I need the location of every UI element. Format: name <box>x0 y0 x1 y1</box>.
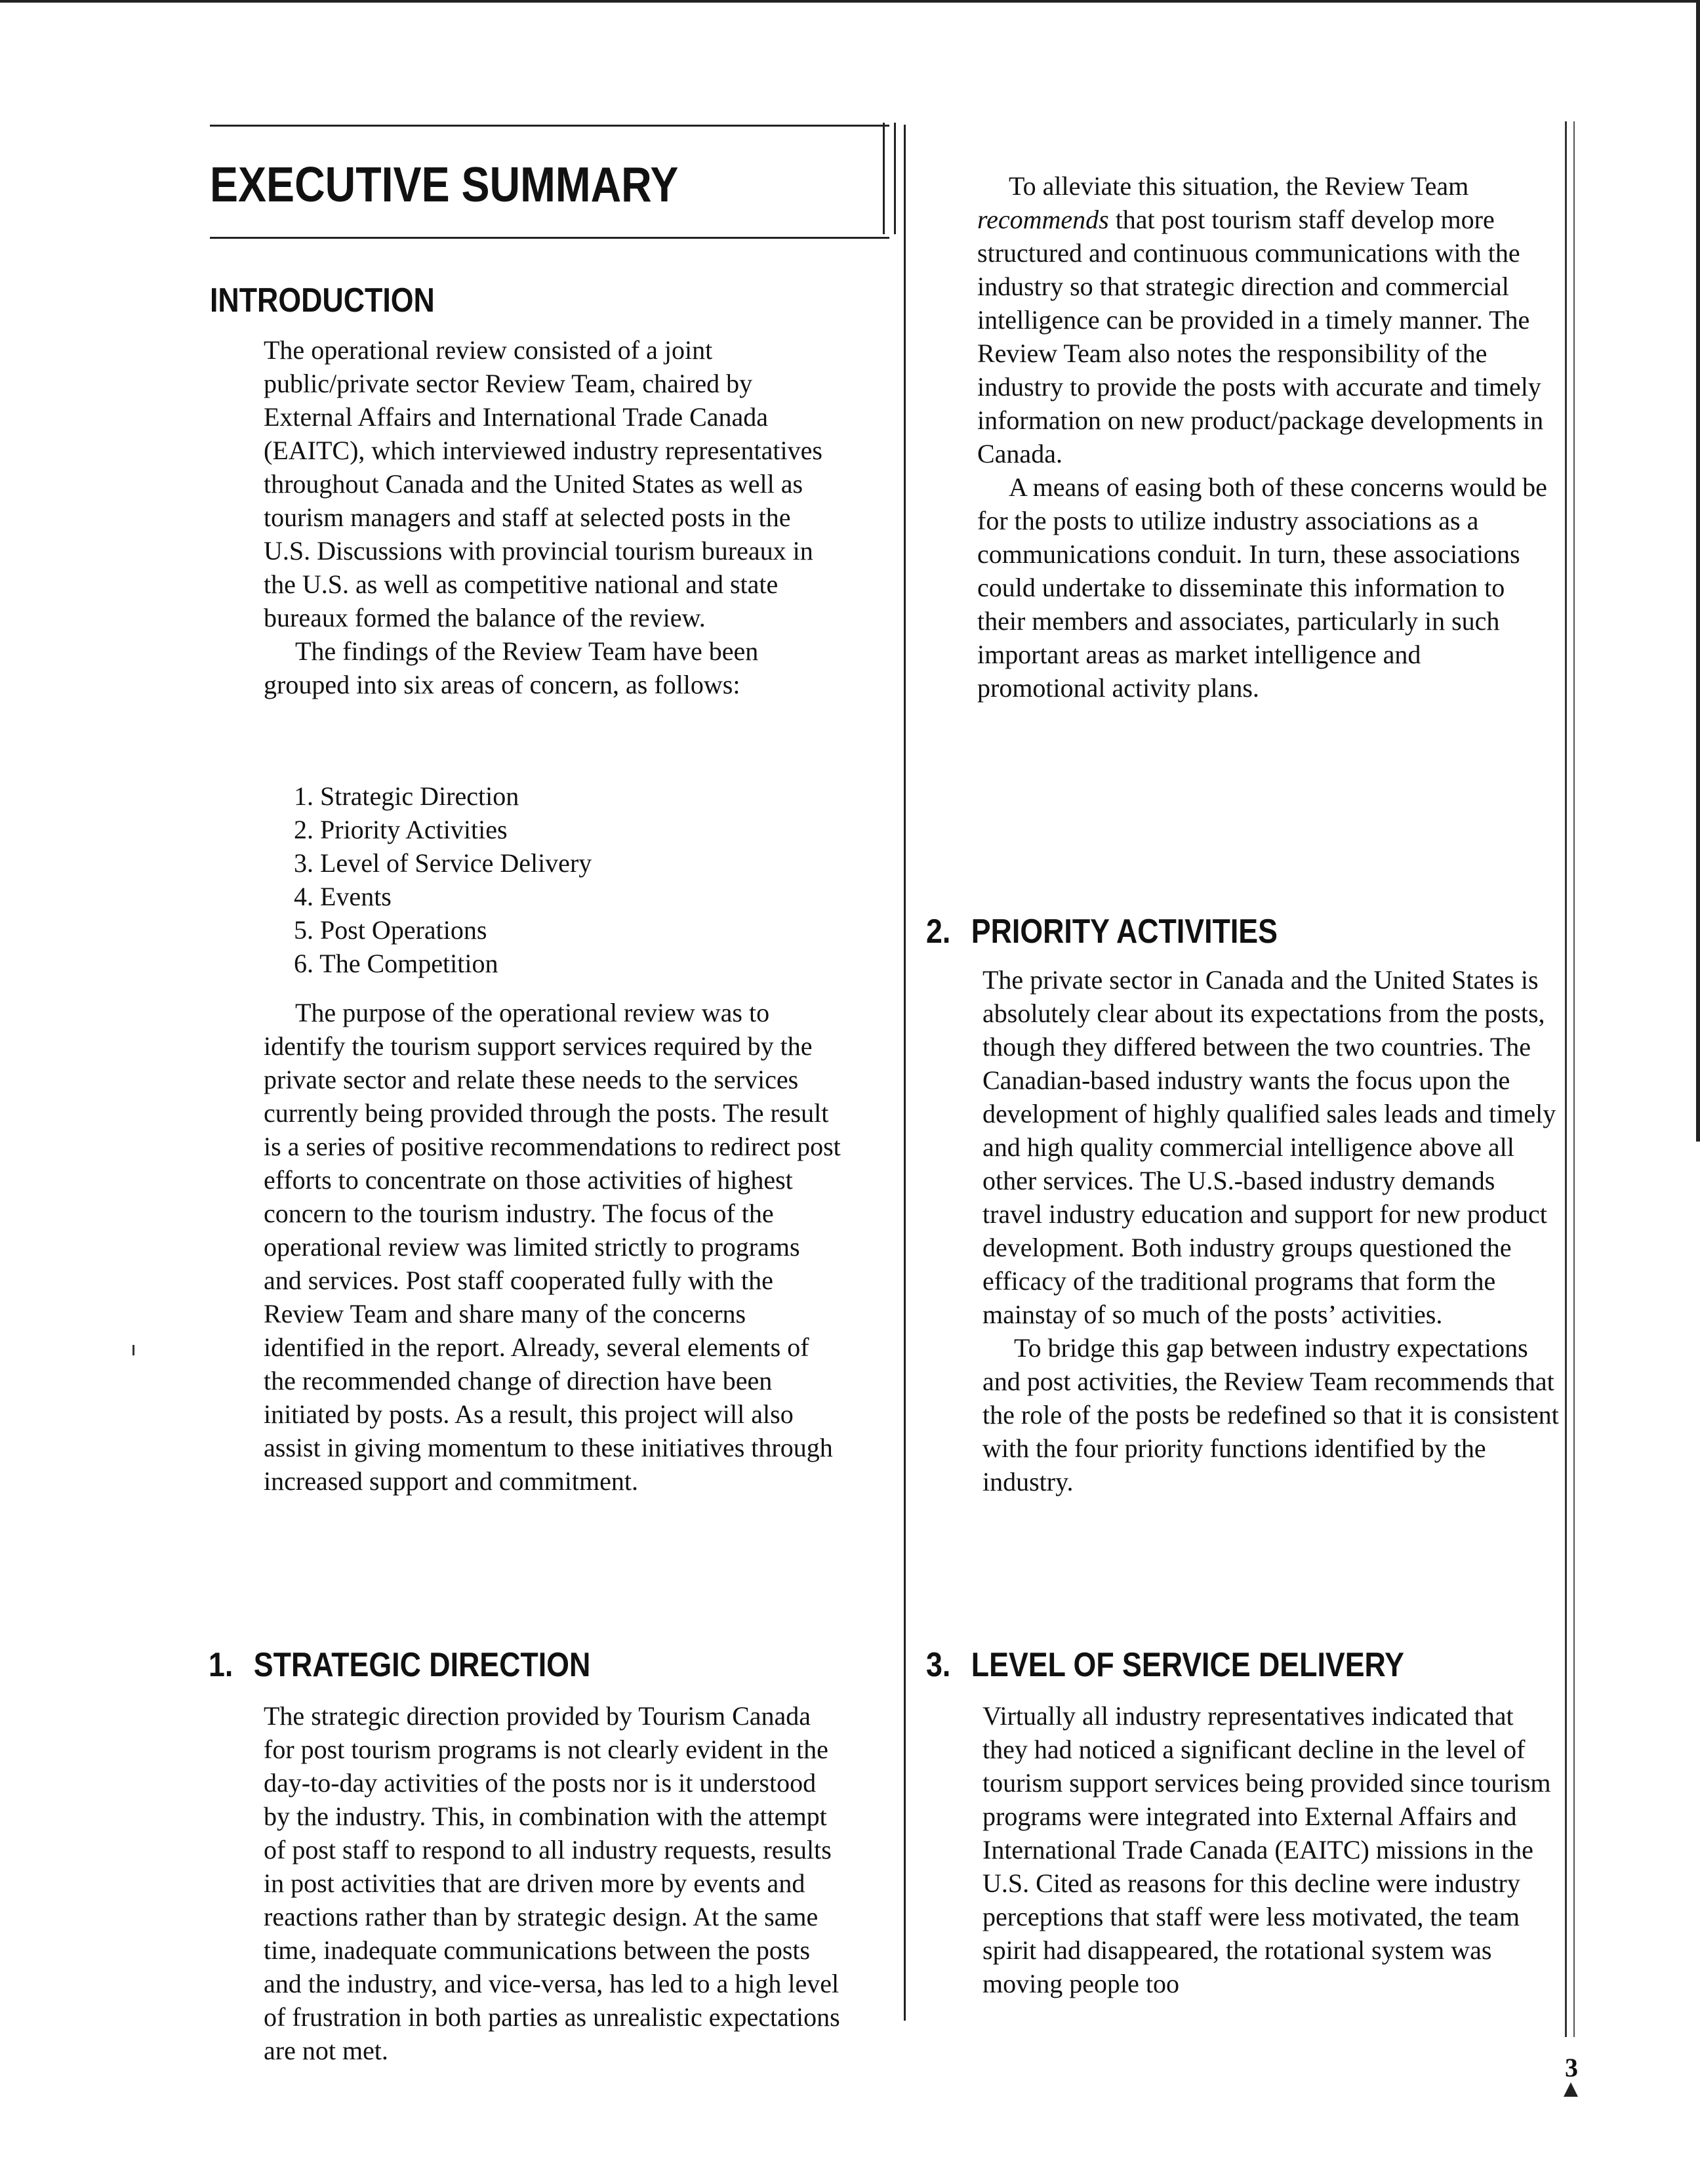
list-item: 5. Post Operations <box>294 915 487 945</box>
list-item: 4. Events <box>294 882 392 911</box>
section-3-body <box>982 1699 1560 2000</box>
triangle-icon <box>1564 2082 1578 2097</box>
introduction-purpose <box>264 996 841 1498</box>
introduction-paragraph-1: The operational review consisted of a joint public/private sector Review Team, chaired by External Affairs and International Trade Canada (EAITC), which interviewed industry representatives throughout Canada and the United States as well as tourism managers and staff at selected posts in the U.S. Discussions with provincial tourism bureaux in the U.S. as well as competitive national and state bureaux formed the balance of the review. <box>264 335 822 632</box>
section-1-paragraph-2: To alleviate this situation, the Review Team recommends that post tourism staff develop more structured and continuous communications with the industry so that strategic direction and commercial intelligence can be provided in a timely manner. The Review Team also notes the responsibility of the industry to provide the posts with accurate and timely information on new product/package developments in Canada. <box>977 171 1544 468</box>
section-3-number: 3. <box>926 1646 951 1684</box>
introduction-heading-text: INTRODUCTION <box>210 281 435 319</box>
emphasis-text: recommends <box>977 205 1109 234</box>
section-2-number: 2. <box>926 913 951 951</box>
concern-list <box>294 779 753 980</box>
list-item: 3. Level of Service Delivery <box>294 848 592 878</box>
section-1-body-right <box>977 169 1554 705</box>
introduction-body <box>264 333 841 701</box>
section-2-body <box>982 963 1560 1498</box>
page-number: 3 <box>1565 2053 1578 2082</box>
column-divider <box>904 125 906 2021</box>
page-top-rule <box>0 0 1700 3</box>
list-item: 1. Strategic Direction <box>294 781 519 811</box>
scan-mark <box>132 1345 134 1355</box>
section-3-title: LEVEL OF SERVICE DELIVERY <box>971 1646 1404 1684</box>
section-1-heading <box>209 1645 590 1685</box>
section-2-paragraph-1: The private sector in Canada and the United States is absolutely clear about its expectations from the posts, though they differed between the two countries. The Canadian-based industry wants the focus upon the development of highly qualified sales leads and timely and high quality commercial intelligence above all other services. The U.S.-based industry demands travel industry education and support for new product development. Both industry groups questioned the efficacy of the traditional programs that form the mainstay of so much of the posts’ activities. <box>982 965 1556 1329</box>
right-margin-rule <box>1565 121 1575 2037</box>
section-2-title: PRIORITY ACTIVITIES <box>971 913 1278 951</box>
title-frame-bar <box>883 123 896 234</box>
section-3-heading <box>926 1645 1404 1685</box>
list-item: 2. Priority Activities <box>294 815 508 844</box>
section-2-paragraph-2: To bridge this gap between industry expectations and post activities, the Review Team recommends that the role of the posts be redefined so that it is consistent with the four priority functions identified by the industry. <box>982 1333 1559 1496</box>
list-item: 6. The Competition <box>294 949 498 978</box>
introduction-paragraph-2: The findings of the Review Team have been grouped into six areas of concern, as follows: <box>264 636 759 699</box>
page-edge-bar <box>1696 0 1700 1142</box>
section-1-body-left <box>264 1699 841 2065</box>
section-1-number: 1. <box>209 1646 233 1684</box>
section-1-paragraph-1: The strategic direction provided by Tourism Canada for post tourism programs is not clearly evident in the day-to-day activities of the posts nor is it understood by the industry. This, in combination with the attempt of post staff to respond to all industry requests, results in post activities that are driven more by events and reactions rather than by strategic design. At the same time, inadequate communications between the posts and the industry, and vice-versa, has led to a high level of frustration in both parties as unrealistic expectations are not met. <box>264 1701 840 2065</box>
section-1-title: STRATEGIC DIRECTION <box>253 1646 591 1684</box>
introduction-paragraph-3: The purpose of the operational review was to identify the tourism support services required by the private sector and relate these needs to the services currently being provided through the posts. The result is a series of positive recommendations to redirect post efforts to concentrate on those activities of highest concern to the tourism industry. The focus of the operational review was limited strictly to programs and services. Post staff cooperated fully with the Review Team and share many of the concerns identified in the report. Already, several elements of the recommended change of direction have been initiated by posts. As a result, this project will also assist in giving momentum to these initiatives through increased support and commitment. <box>264 998 841 1496</box>
section-3-paragraph-1: Virtually all industry representatives indicated that they had noticed a significant decline in the level of tourism support services being provided since tourism programs were integrated into External Affairs and International Trade Canada (EAITC) missions in the U.S. Cited as reasons for this decline were industry perceptions that staff were less motivated, the team spirit had disappeared, the rotational system was moving people too <box>982 1701 1551 1998</box>
introduction-heading <box>210 281 435 320</box>
document-title: EXECUTIVE SUMMARY <box>210 157 679 212</box>
section-1-paragraph-3: A means of easing both of these concerns would be for the posts to utilize industry associations as a communications conduit. In turn, these associations could undertake to disseminate this information to their members and associates, particularly in such important areas as market intelligence and promotional activity plans. <box>977 472 1547 703</box>
section-2-heading <box>926 912 1278 951</box>
